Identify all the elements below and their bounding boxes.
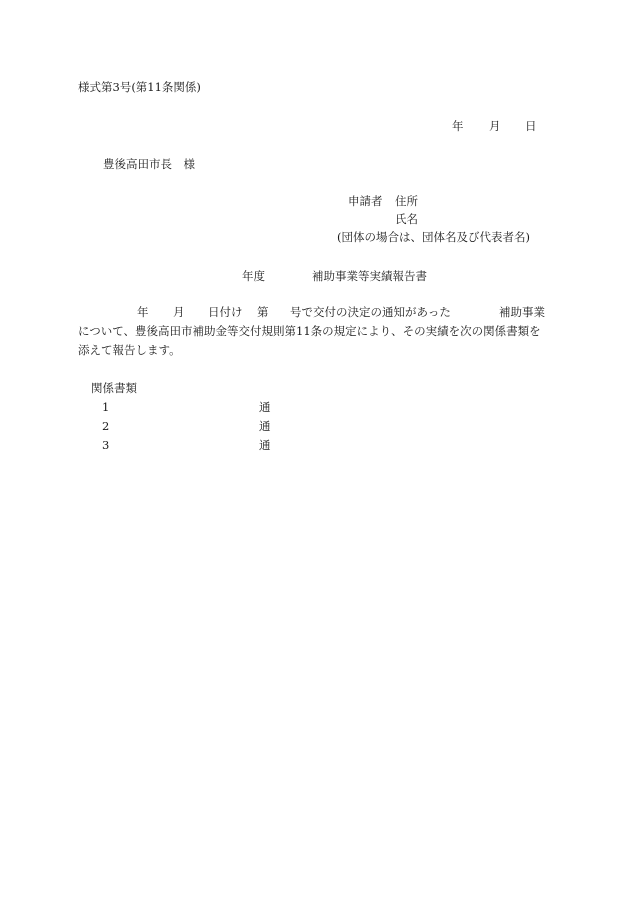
body-year: 年 — [137, 305, 149, 319]
document-item-2-unit: 通 — [259, 419, 271, 433]
date-year-label: 年 — [452, 119, 464, 133]
body-project: 補助事業 — [499, 305, 545, 319]
applicant-group-note: (団体の場合は、団体名及び代表者名) — [337, 230, 530, 244]
addressee: 豊後高田市長 様 — [103, 157, 195, 171]
title-year-label: 年度 — [242, 269, 265, 283]
documents-heading: 関係書類 — [91, 381, 137, 395]
body-month: 月 — [173, 305, 185, 319]
body-no-suffix: 号で交付の決定の通知があった — [290, 305, 451, 319]
date-month-label: 月 — [489, 119, 501, 133]
document-item-3-unit: 通 — [259, 438, 271, 452]
applicant-address-label: 住所 — [395, 194, 418, 208]
document-item-1-no: 1 — [102, 400, 110, 414]
body-day-dated: 日付け — [208, 305, 243, 319]
body-no-prefix: 第 — [257, 305, 269, 319]
document-title: 補助事業等実績報告書 — [312, 269, 427, 283]
document-item-2-no: 2 — [102, 419, 110, 433]
body-line-3: 添えて報告します。 — [78, 343, 181, 357]
date-day-label: 日 — [525, 119, 537, 133]
document-item-3-no: 3 — [102, 438, 110, 452]
applicant-name-label: 氏名 — [395, 212, 418, 226]
applicant-label: 申請者 — [348, 194, 383, 208]
body-line-2: について、豊後高田市補助金等交付規則第11条の規定により、その実績を次の関係書類を — [78, 324, 541, 338]
document-item-1-unit: 通 — [259, 400, 271, 414]
form-label: 様式第3号(第11条関係) — [78, 80, 201, 94]
